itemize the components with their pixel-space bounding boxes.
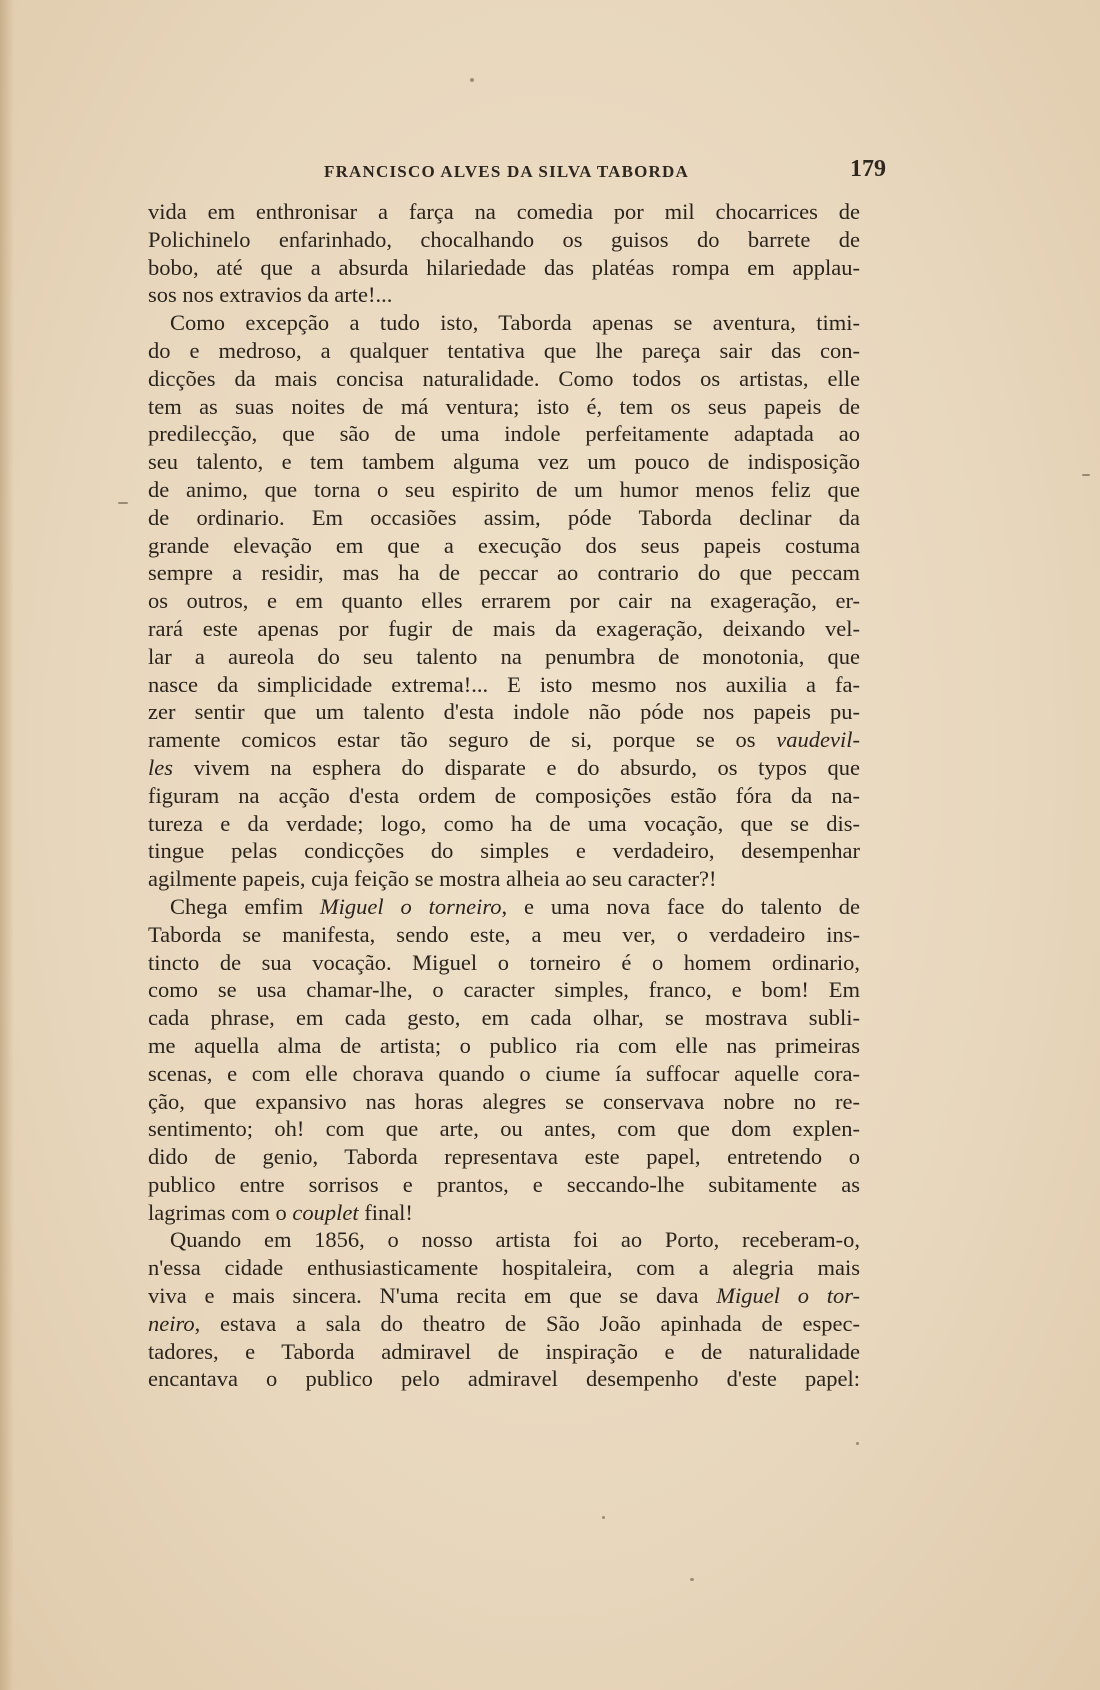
text-line: predilecção, que são de uma indole perfeitamente adaptada ao <box>148 421 860 447</box>
text-line: dido de genio, Taborda representava este papel, entretendo o <box>148 1144 860 1170</box>
italic-term: les <box>148 754 173 780</box>
text-line: nasce da simplicidade extrema!... E isto mesmo nos auxilia a fa- <box>148 671 860 697</box>
page-number: 179 <box>850 156 886 182</box>
text-line: do e medroso, a qualquer tentativa que lhe pareça sair das con- <box>148 337 860 363</box>
text-line: viva e mais sincera. N'uma recita em que se dava Miguel o tor- <box>148 1283 860 1309</box>
text-line: cada phrase, em cada gesto, em cada olhar, se mostrava subli- <box>148 1005 860 1031</box>
text-line: os outros, e em quanto elles errarem por cair na exageração, er- <box>148 588 860 614</box>
text-line: neiro, estava a sala do theatro de São João apinhada de espec- <box>148 1310 860 1336</box>
text-line: como se usa chamar-lhe, o caracter simples, franco, e bom! Em <box>148 977 860 1003</box>
text-line: Polichinelo enfarinhado, chocalhando os guisos do barrete de <box>148 226 860 252</box>
page-header <box>148 158 886 188</box>
text-line: grande elevação em que a execução dos seus papeis costuma <box>148 532 860 558</box>
italic-term: couplet <box>292 1199 359 1225</box>
text-line: tingue pelas condicções do simples e verdadeiro, desempenhar <box>148 838 860 864</box>
text-line: figuram na acção d'esta ordem de composições estão fóra da na- <box>148 782 860 808</box>
paper-speck <box>602 1516 605 1519</box>
text-line: tureza e da verdade; logo, como ha de uma vocação, que se dis- <box>148 810 860 836</box>
paper-speck <box>470 78 474 82</box>
text-line: ramente comicos estar tão seguro de si, porque se os vaudevil- <box>148 727 860 753</box>
text-line: bobo, até que a absurda hilariedade das platéas rompa em applau- <box>148 254 860 280</box>
text-line: lagrimas com o couplet final! <box>148 1199 413 1225</box>
text-line: les vivem na esphera do disparate e do absurdo, os typos que <box>148 754 860 780</box>
text-line: lar a aureola do seu talento na penumbra de monotonia, que <box>148 643 860 669</box>
text-line: me aquella alma de artista; o publico ria com elle nas primeiras <box>148 1032 860 1058</box>
text-line: ção, que expansivo nas horas alegres se conservava nobre no re- <box>148 1088 860 1114</box>
text-line: de ordinario. Em occasiões assim, póde Taborda declinar da <box>148 504 860 530</box>
text-line: scenas, e com elle chorava quando o ciume ía suffocar aquelle cora- <box>148 1060 860 1086</box>
text-line: sos nos extravios da arte!... <box>148 282 393 308</box>
paper-speck <box>1082 474 1090 476</box>
text-line: agilmente papeis, cuja feição se mostra alheia ao seu caracter?! <box>148 866 717 892</box>
paper-speck <box>856 1442 859 1445</box>
paper-speck <box>690 1578 694 1581</box>
text-line: dicções da mais concisa naturalidade. Como todos os artistas, elle <box>148 365 860 391</box>
paper-speck <box>118 502 128 504</box>
text-line: tincto de sua vocação. Miguel o torneiro é o homem ordinario, <box>148 949 860 975</box>
text-line: sentimento; oh! com que arte, ou antes, com que dom explen- <box>148 1116 860 1142</box>
paragraph-start-line: Como excepção a tudo isto, Taborda apenas se aventura, timi- <box>170 310 860 336</box>
text-line: n'essa cidade enthusiasticamente hospitaleira, com a alegria mais <box>148 1255 860 1281</box>
text-line: zer sentir que um talento d'esta indole não póde nos papeis pu- <box>148 699 860 725</box>
text-line: sempre a residir, mas ha de peccar ao contrario do que peccam <box>148 560 860 586</box>
text-line: vida em enthronisar a farça na comedia por mil chocarrices de <box>148 199 860 224</box>
text-line: de animo, que torna o seu espirito de um humor menos feliz que <box>148 476 860 502</box>
italic-title: neiro <box>148 1310 195 1336</box>
italic-title: Miguel o torneiro <box>319 893 502 919</box>
italic-title: Miguel o tor- <box>716 1283 860 1309</box>
page-edge-shadow <box>0 0 14 1690</box>
text-line: publico entre sorrisos e prantos, e seccando-lhe subitamente as <box>148 1171 860 1197</box>
running-head: FRANCISCO ALVES DA SILVA TABORDA <box>324 162 689 181</box>
text-line: tem as suas noites de má ventura; isto é, tem os seus papeis de <box>148 393 860 419</box>
text-line: seu talento, e tem tambem alguma vez um pouco de indisposição <box>148 449 860 475</box>
italic-term: vaudevil- <box>776 727 860 753</box>
body-text <box>148 198 860 1393</box>
paragraph-start-line: Chega emfim Miguel o torneiro, e uma nova face do talento de <box>170 893 860 919</box>
paragraph-start-line: Quando em 1856, o nosso artista foi ao Porto, receberam-o, <box>170 1227 860 1253</box>
text-line: Taborda se manifesta, sendo este, a meu ver, o verdadeiro ins- <box>148 921 860 947</box>
text-line: tadores, e Taborda admiravel de inspiração e de naturalidade <box>148 1338 860 1364</box>
text-line: encantava o publico pelo admiravel desempenho d'este papel: <box>148 1366 860 1392</box>
text-line: rará este apenas por fugir de mais da exageração, deixando vel- <box>148 615 860 641</box>
